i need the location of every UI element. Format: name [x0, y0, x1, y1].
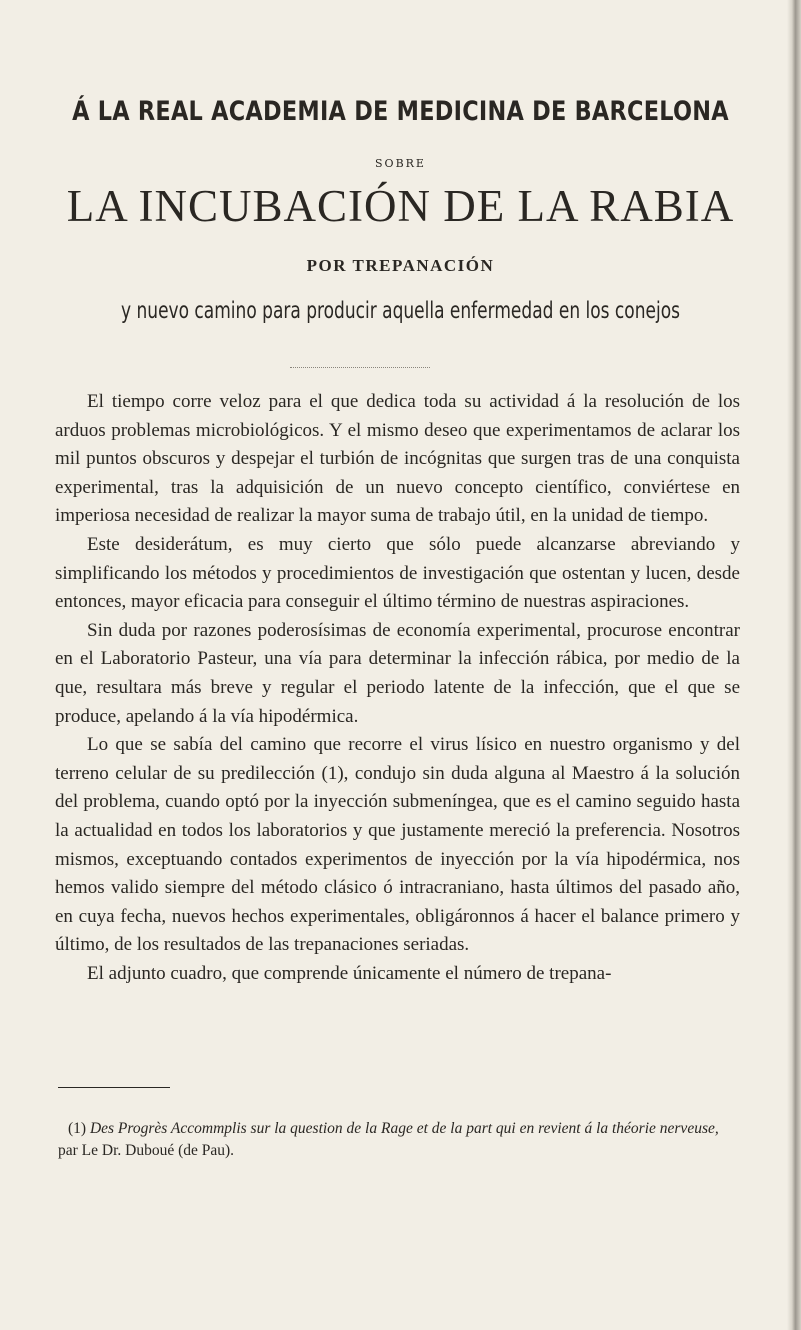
footnote-rule [58, 1087, 170, 1088]
footnote-title: Des Progrès Accommplis sur la question de la Rage et de la part qui en revient á la théorie nerveuse, [89, 1120, 719, 1137]
paragraph-1: El tiempo corre veloz para el que dedica toda su actividad á la resolución de los arduos problemas microbiológicos. Y el mismo deseo que experimentamos de aclarar los mil puntos obscuros y despejar el turbión de incógnitas que surgen tras de una conquista experimental, tras la adquisición de un nuevo concepto científico, conviértese en imperiosa necesidad de realizar la mayor suma de trabajo útil, en la unidad de tiempo. [55, 391, 740, 527]
paragraph-2: Este desiderátum, es muy cierto que sólo puede alcanzarse abreviando y simplificando los métodos y procedimientos de investigación que ostentan y lucen, desde entonces, mayor eficacia para conseguir el último término de nuestras aspiraciones. [55, 533, 740, 613]
subtitle-line: y nuevo camino para producir aquella enfermedad en los conejos [121, 298, 680, 324]
paragraph-4: Lo que se sabía del camino que recorre el virus lísico en nuestro organismo y del terreno celular de su predilección (1), condujo sin duda alguna al Maestro á la solución del problema, cuando optó por la inyección submeníngea, que es el camino seguido hasta la actualidad en todos los laboratorios y que justamente mereció la preferencia. Nosotros mismos, exceptuando contados experimentos de inyección por la vía hipodérmica, nos hemos valido siempre del método clásico ó intracraniano, hasta últimos del pasado año, en cuya fecha, nuevos hechos experimentales, obligáronnos á hacer el balance primero y último, de los resultados de las trepanaciones seriadas. [55, 734, 740, 956]
dotted-ornament-divider [290, 367, 430, 368]
main-title: LA INCUBACIÓN DE LA RABIA [66, 181, 735, 231]
footnote-mark: (1) [68, 1120, 87, 1137]
body-text [55, 388, 740, 988]
footnote-author: par Le Dr. Duboué (de Pau). [58, 1142, 235, 1159]
sobre-label: SOBRE [375, 157, 426, 170]
academy-dedication: Á LA REAL ACADEMIA DE MEDICINA DE BARCELONA [72, 96, 729, 127]
paragraph-5: El adjunto cuadro, que comprende únicamente el número de trepana- [87, 962, 612, 984]
footnote [58, 1118, 740, 1162]
por-trepanacion-line: POR TREPANACIÓN [306, 256, 495, 275]
paragraph-3: Sin duda por razones poderosísimas de economía experimental, procurose encontrar en el Laboratorio Pasteur, una vía para determinar la infección rábica, por medio de la que, resultara más breve y regular el periodo latente de la infección, que el que se produce, apelando á la vía hipodérmica. [55, 619, 740, 727]
